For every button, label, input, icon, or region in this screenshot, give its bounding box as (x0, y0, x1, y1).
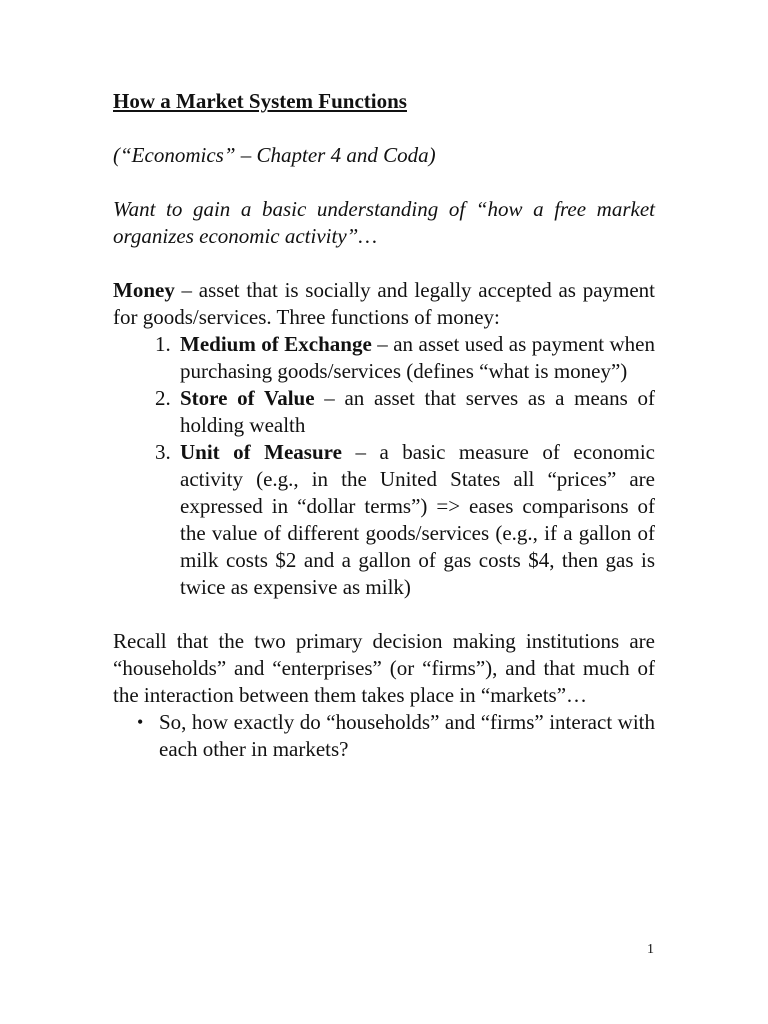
list-item (155, 385, 655, 439)
list-number: 1. (155, 332, 171, 356)
recall-paragraph: Recall that the two primary decision making institutions are “households” and “enterprises” (or “firms”), and that much of the interaction between them takes place in “markets”… (113, 629, 655, 707)
money-definition (113, 277, 655, 331)
page-number: 1 (647, 942, 654, 957)
money-section (113, 277, 655, 601)
chapter-reference: (“Economics” – Chapter 4 and Coda) (113, 143, 436, 167)
question-list (113, 709, 655, 763)
list-item (155, 331, 655, 385)
list-number: 2. (155, 386, 171, 410)
money-functions-list (113, 331, 655, 601)
list-item (137, 709, 655, 763)
list-number: 3. (155, 440, 171, 464)
function-text: – an asset that serves as a means of holding wealth (180, 386, 655, 437)
function-term: Store of Value (180, 386, 315, 410)
money-definition-text: – asset that is socially and legally accepted as payment for goods/services. Three functions of money: (113, 278, 655, 329)
function-term: Medium of Exchange (180, 332, 372, 356)
function-text: – an asset used as payment when purchasing goods/services (defines “what is money”) (180, 332, 655, 383)
page-title: How a Market System Functions (113, 89, 407, 113)
function-text: – a basic measure of economic activity (e.g., in the United States all “prices” are expressed in “dollar terms”) => eases comparisons of the value of different goods/services (e.g., if a gallon of milk costs $2 and a gallon of gas costs $4, then gas is twice as expensive as milk) (180, 440, 656, 599)
intro-paragraph: Want to gain a basic understanding of “how a free market organizes economic activity”… (113, 197, 655, 248)
bullet-text: So, how exactly do “households” and “firms” interact with each other in markets? (159, 710, 655, 761)
list-item (155, 439, 656, 601)
bullet-icon: • (137, 712, 144, 732)
document-body (113, 88, 655, 763)
money-term: Money (113, 278, 175, 302)
recall-section (113, 628, 655, 763)
function-term: Unit of Measure (180, 440, 342, 464)
